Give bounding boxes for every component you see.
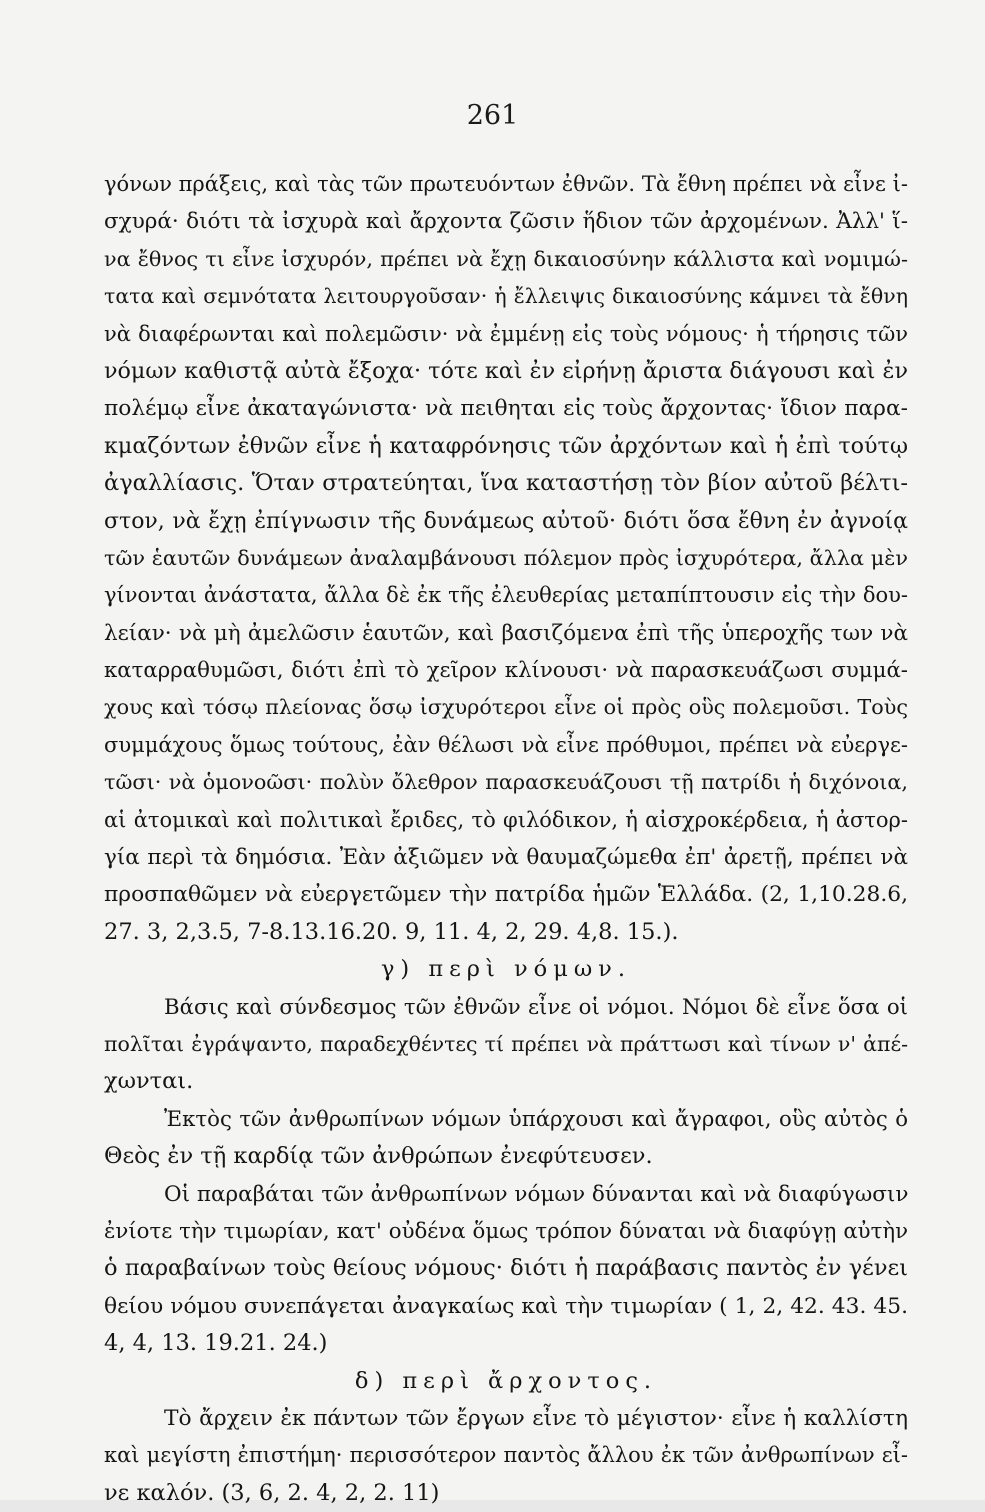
text-line: νε καλόν. (3, 6, 2. 4, 2, 2. 11) bbox=[104, 1479, 440, 1506]
text-line: αἱ ἀτομικαὶ καὶ πολιτικαὶ ἔριδες, τὸ φιλόδικον, ἡ αἰσχροκέρδεια, ἡ ἀστορ- bbox=[104, 807, 908, 832]
text-line: τῶν ἑαυτῶν δυνάμεων ἀναλαμβάνουσι πόλεμον πρὸς ἰσχυρότερα, ἄλλα μὲν bbox=[104, 545, 908, 570]
text-line: 4, 4, 13. 19.21. 24.) bbox=[104, 1330, 328, 1357]
text-line: νόμων καθιστᾷ αὐτὰ ἔξοχα· τότε καὶ ἐν εἰρήνῃ ἄριστα διάγουσι καὶ ἐν bbox=[104, 357, 908, 384]
page-number: 261 bbox=[466, 100, 519, 131]
text-line: Θεὸς ἐν τῇ καρδίᾳ τῶν ἀνθρώπων ἐνεφύτευσεν. bbox=[104, 1143, 653, 1170]
text-line: 27. 3, 2,3.5, 7-8.13.16.20. 9, 11. 4, 2, 29. 4,8. 15.). bbox=[104, 918, 679, 945]
text-line: χωνται. bbox=[104, 1068, 194, 1095]
text-line: Ἐκτὸς τῶν ἀνθρωπίνων νόμων ὑπάρχουσι καὶ ἄγραφοι, οὓς αὐτὸς ὁ bbox=[164, 1106, 908, 1132]
text-line: Οἱ παραβάται τῶν ἀνθρωπίνων νόμων δύνανται καὶ νὰ διαφύγωσιν bbox=[164, 1181, 909, 1207]
text-line: γίνονται ἀνάστατα, ἄλλα δὲ ἐκ τῆς ἐλευθερίας μεταπίπτουσιν εἰς τὴν δου- bbox=[104, 583, 908, 608]
text-line: ἀγαλλίασις. Ὅταν στρατεύηται, ἵνα καταστήσῃ τὸν βίον αὐτοῦ βέλτι- bbox=[104, 470, 908, 497]
text-line: χους καὶ τόσῳ πλείονας ὅσῳ ἰσχυρότεροι εἶνε οἱ πρὸς οὓς πολεμοῦσι. Τοὺς bbox=[104, 695, 908, 720]
text-line: γία περὶ τὰ δημόσια. Ἐὰν ἀξιῶμεν νὰ θαυμαζώμεθα ἐπ' ἀρετῇ, πρέπει νὰ bbox=[104, 845, 908, 871]
text-line: να ἔθνος τι εἶνε ἰσχυρόν, πρέπει νὰ ἔχῃ δικαιοσύνην κάλλιστα καὶ νομιμώ- bbox=[104, 246, 908, 271]
text-line: θείου νόμου συνεπάγεται ἀναγκαίως καὶ τὴν τιμωρίαν ( 1, 2, 42. 43. 45. bbox=[104, 1293, 908, 1319]
body-text bbox=[104, 166, 908, 1512]
text-line: σχυρά· διότι τὰ ἰσχυρὰ καὶ ἄρχοντα ζῶσιν ἥδιον τῶν ἀρχομένων. Ἀλλ' ἵ- bbox=[104, 209, 908, 235]
text-line: νὰ διαφέρωνται καὶ πολεμῶσιν· νὰ ἐμμένῃ εἰς τοὺς νόμους· ἡ τήρησις τῶν bbox=[104, 321, 908, 346]
text-line: ἐνίοτε τὴν τιμωρίαν, κατ' οὐδένα ὅμως τρόπον δύναται νὰ διαφύγῃ αὐτὴν bbox=[104, 1218, 908, 1244]
text-line: συμμάχους ὅμως τούτους, ἐὰν θέλωσι νὰ εἶνε πρόθυμοι, πρέπει νὰ εὐεργε- bbox=[104, 732, 908, 757]
text-line: καταρραθυμῶσι, διότι ἐπὶ τὸ χεῖρον κλίνουσι· νὰ παρασκευάζωσι συμμά- bbox=[104, 658, 908, 684]
text-line: τατα καὶ σεμνότατα λειτουργοῦσαν· ἡ ἔλλειψις δικαιοσύνης κάμνει τὰ ἔθνη bbox=[104, 284, 908, 309]
text-line: καὶ μεγίστη ἐπιστήμη· περισσότερον παντὸς ἄλλου ἐκ τῶν ἀνθρωπίνων εἶ- bbox=[104, 1443, 908, 1468]
text-line: πολέμῳ εἶνε ἀκαταγώνιστα· νὰ πειθηται εἰς τοὺς ἄρχοντας· ἴδιον παρα- bbox=[104, 396, 908, 422]
text-line: προσπαθῶμεν νὰ εὐεργετῶμεν τὴν πατρίδα ἡμῶν Ἑλλάδα. (2, 1,10.28.6, bbox=[104, 882, 908, 908]
text-line: Βάσις καὶ σύνδεσμος τῶν ἐθνῶν εἶνε οἱ νόμοι. Νόμοι δὲ εἶνε ὅσα οἱ bbox=[164, 994, 908, 1020]
text-line: γόνων πράξεις, καὶ τὰς τῶν πρωτευόντων ἐθνῶν. Τὰ ἔθνη πρέπει νὰ εἶνε ἰ- bbox=[104, 172, 908, 196]
text-line: λείαν· νὰ μὴ ἀμελῶσιν ἑαυτῶν, καὶ βασιζόμενα ἐπὶ τῆς ὑπεροχῆς των νὰ bbox=[104, 620, 908, 646]
section-heading: δ) περὶ ἄρχοντος. bbox=[354, 1367, 658, 1394]
text-line: στον, νὰ ἔχῃ ἐπίγνωσιν τῆς δυνάμεως αὐτοῦ· διότι ὅσα ἔθνη ἐν ἀγνοίᾳ bbox=[104, 508, 908, 534]
text-line: κμαζόντων ἐθνῶν εἶνε ἡ καταφρόνησις τῶν ἀρχόντων καὶ ἡ ἐπὶ τούτῳ bbox=[104, 432, 908, 459]
section-heading: γ) περὶ νόμων. bbox=[380, 956, 632, 983]
text-line: Τὸ ἄρχειν ἐκ πάντων τῶν ἔργων εἶνε τὸ μέγιστον· εἶνε ἡ καλλίστη bbox=[164, 1405, 908, 1431]
text-line: ὁ παραβαίνων τοὺς θείους νόμους· διότι ἡ παράβασις παντὸς ἐν γένει bbox=[104, 1255, 908, 1282]
text-line: τῶσι· νὰ ὁμονοῶσι· πολὺν ὄλεθρον παρασκευάζουσι τῇ πατρίδι ἡ διχόνοια, bbox=[104, 770, 908, 795]
text-line: πολῖται ἐγράψαντο, παραδεχθέντες τί πρέπει νὰ πράττωσι καὶ τίνων ν' ἀπέ- bbox=[104, 1031, 908, 1056]
